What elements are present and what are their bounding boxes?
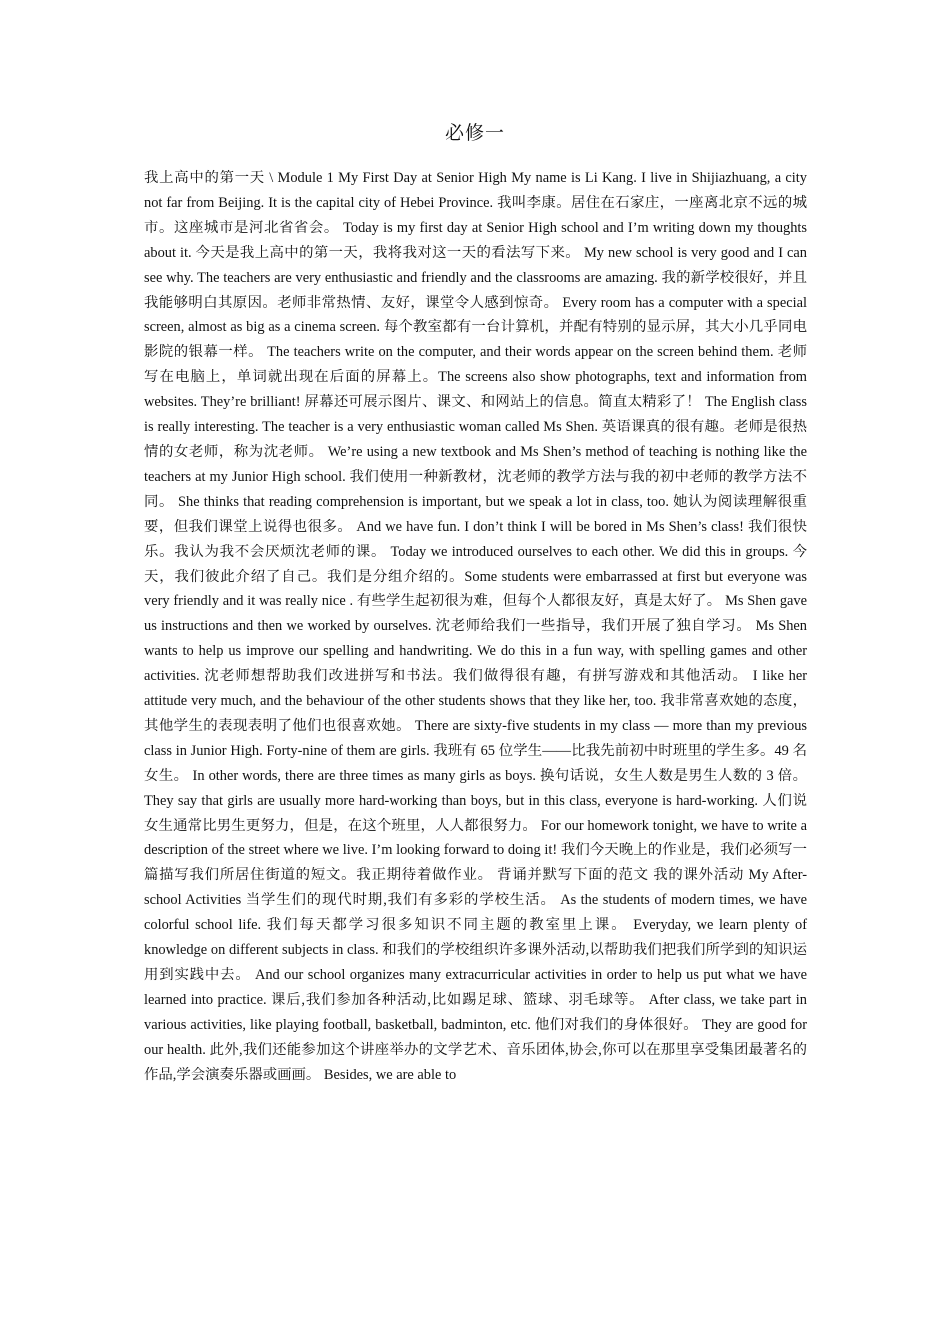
page-title: 必修一	[444, 122, 505, 144]
body-paragraph: 我上高中的第一天 \ Module 1 My First Day at Senior High My name is Li Kang. I live in Shijiazhuang, a city not far from Beijing. It is the capital city of Hebei Province. 我叫李康。居住在石家庄，一座离北京不远的城市。这座城市是河北省省会。 Today is my first day at Senior High school and I’m writing down my thoughts about it. 今天是我上高中的第一天，我将我对这一天的看法写下来。 My new school is very good and I can see why. The teachers are very enthusiastic and friendly and the classrooms are amazing. 我的新学校很好，并且我能够明白其原因。老师非常热情、友好，课堂令人感到惊奇。 Every room has a computer with a special screen, almost as big as a cinema screen. 每个教室都有一台计算机，并配有特别的显示屏，其大小几乎同电影院的银幕一样。 The teachers write on the computer, and their words appear on the screen behind them. 老师写在电脑上，单词就出现在后面的屏幕上。The screens also show photographs, text and information from websites. They’re brilliant! 屏幕还可展示图片、课文、和网站上的信息。简直太精彩了！ The English class is really interesting. The teacher is a very enthusiastic woman called Ms Shen. 英语课真的很有趣。老师是很热情的女老师，称为沈老师。 We’re using a new textbook and Ms Shen’s method of teaching is nothing like the teachers at my Junior High school. 我们使用一种新教材，沈老师的教学方法与我的初中老师的教学方法不同。 She thinks that reading comprehension is important, but we speak a lot in class, too. 她认为阅读理解很重要，但我们课堂上说得也很多。 And we have fun. I don’t think I will be bored in Ms Shen’s class! 我们很快乐。我认为我不会厌烦沈老师的课。 Today we introduced ourselves to each other. We did this in groups. 今天，我们彼此介绍了自己。我们是分组介绍的。Some students were embarrassed at first but everyone was very friendly and it was really nice . 有些学生起初很为难，但每个人都很友好，真是太好了。 Ms Shen gave us instructions and then we worked by ourselves. 沈老师给我们一些指导，我们开展了独自学习。 Ms Shen wants to help us improve our spelling and handwriting. We do this in a fun way, with spelling games and other activities. 沈老师想帮助我们改进拼写和书法。我们做得很有趣，有拼写游戏和其他活动。 I like her attitude very much, and the behaviour of the other students shows that they like her, too. 我非常喜欢她的态度，其他学生的表现表明了他们也很喜欢她。 There are sixty-five students in my class — more than my previous class in Junior High. Forty-nine of them are girls. 我班有 65 位学生——比我先前初中时班里的学生多。49 名女生。 In other words, there are three times as many girls as boys. 换句话说，女生人数是男生人数的 3 倍。 They say that girls are usually more hard-working than boys, but in this class, everyone is hard-working. 人们说女生通常比男生更努力，但是，在这个班里，人人都很努力。 For our homework tonight, we have to write a description of the street where we live. I’m looking forward to doing it! 我们今天晚上的作业是，我们必须写一篇描写我们所居住街道的短文。我正期待着做作业。 背诵并默写下面的范文 我的课外活动 My After-school Activities 当学生们的现代时期,我们有多彩的学校生活。 As the students of modern times, we have colorful school life. 我们每天都学习很多知识不同主题的教室里上课。 Everyday, we learn plenty of knowledge on different subjects in class. 和我们的学校组织许多课外活动,以帮助我们把我们所学到的知识运用到实践中去。 And our school organizes many extracurricular activities in order to help us put what we have learned into practice. 课后,我们参加各种活动,比如踢足球、篮球、羽毛球等。 After class, we take part in various activities, like playing football, basketball, badminton, etc. 他们对我们的身体很好。 They are good for our health. 此外,我们还能参加这个讲座举办的文学艺术、音乐团体,协会,你可以在那里享受集团最著名的作品,学会演奏乐器或画画。 Besides, we are able to	[144, 170, 807, 1083]
